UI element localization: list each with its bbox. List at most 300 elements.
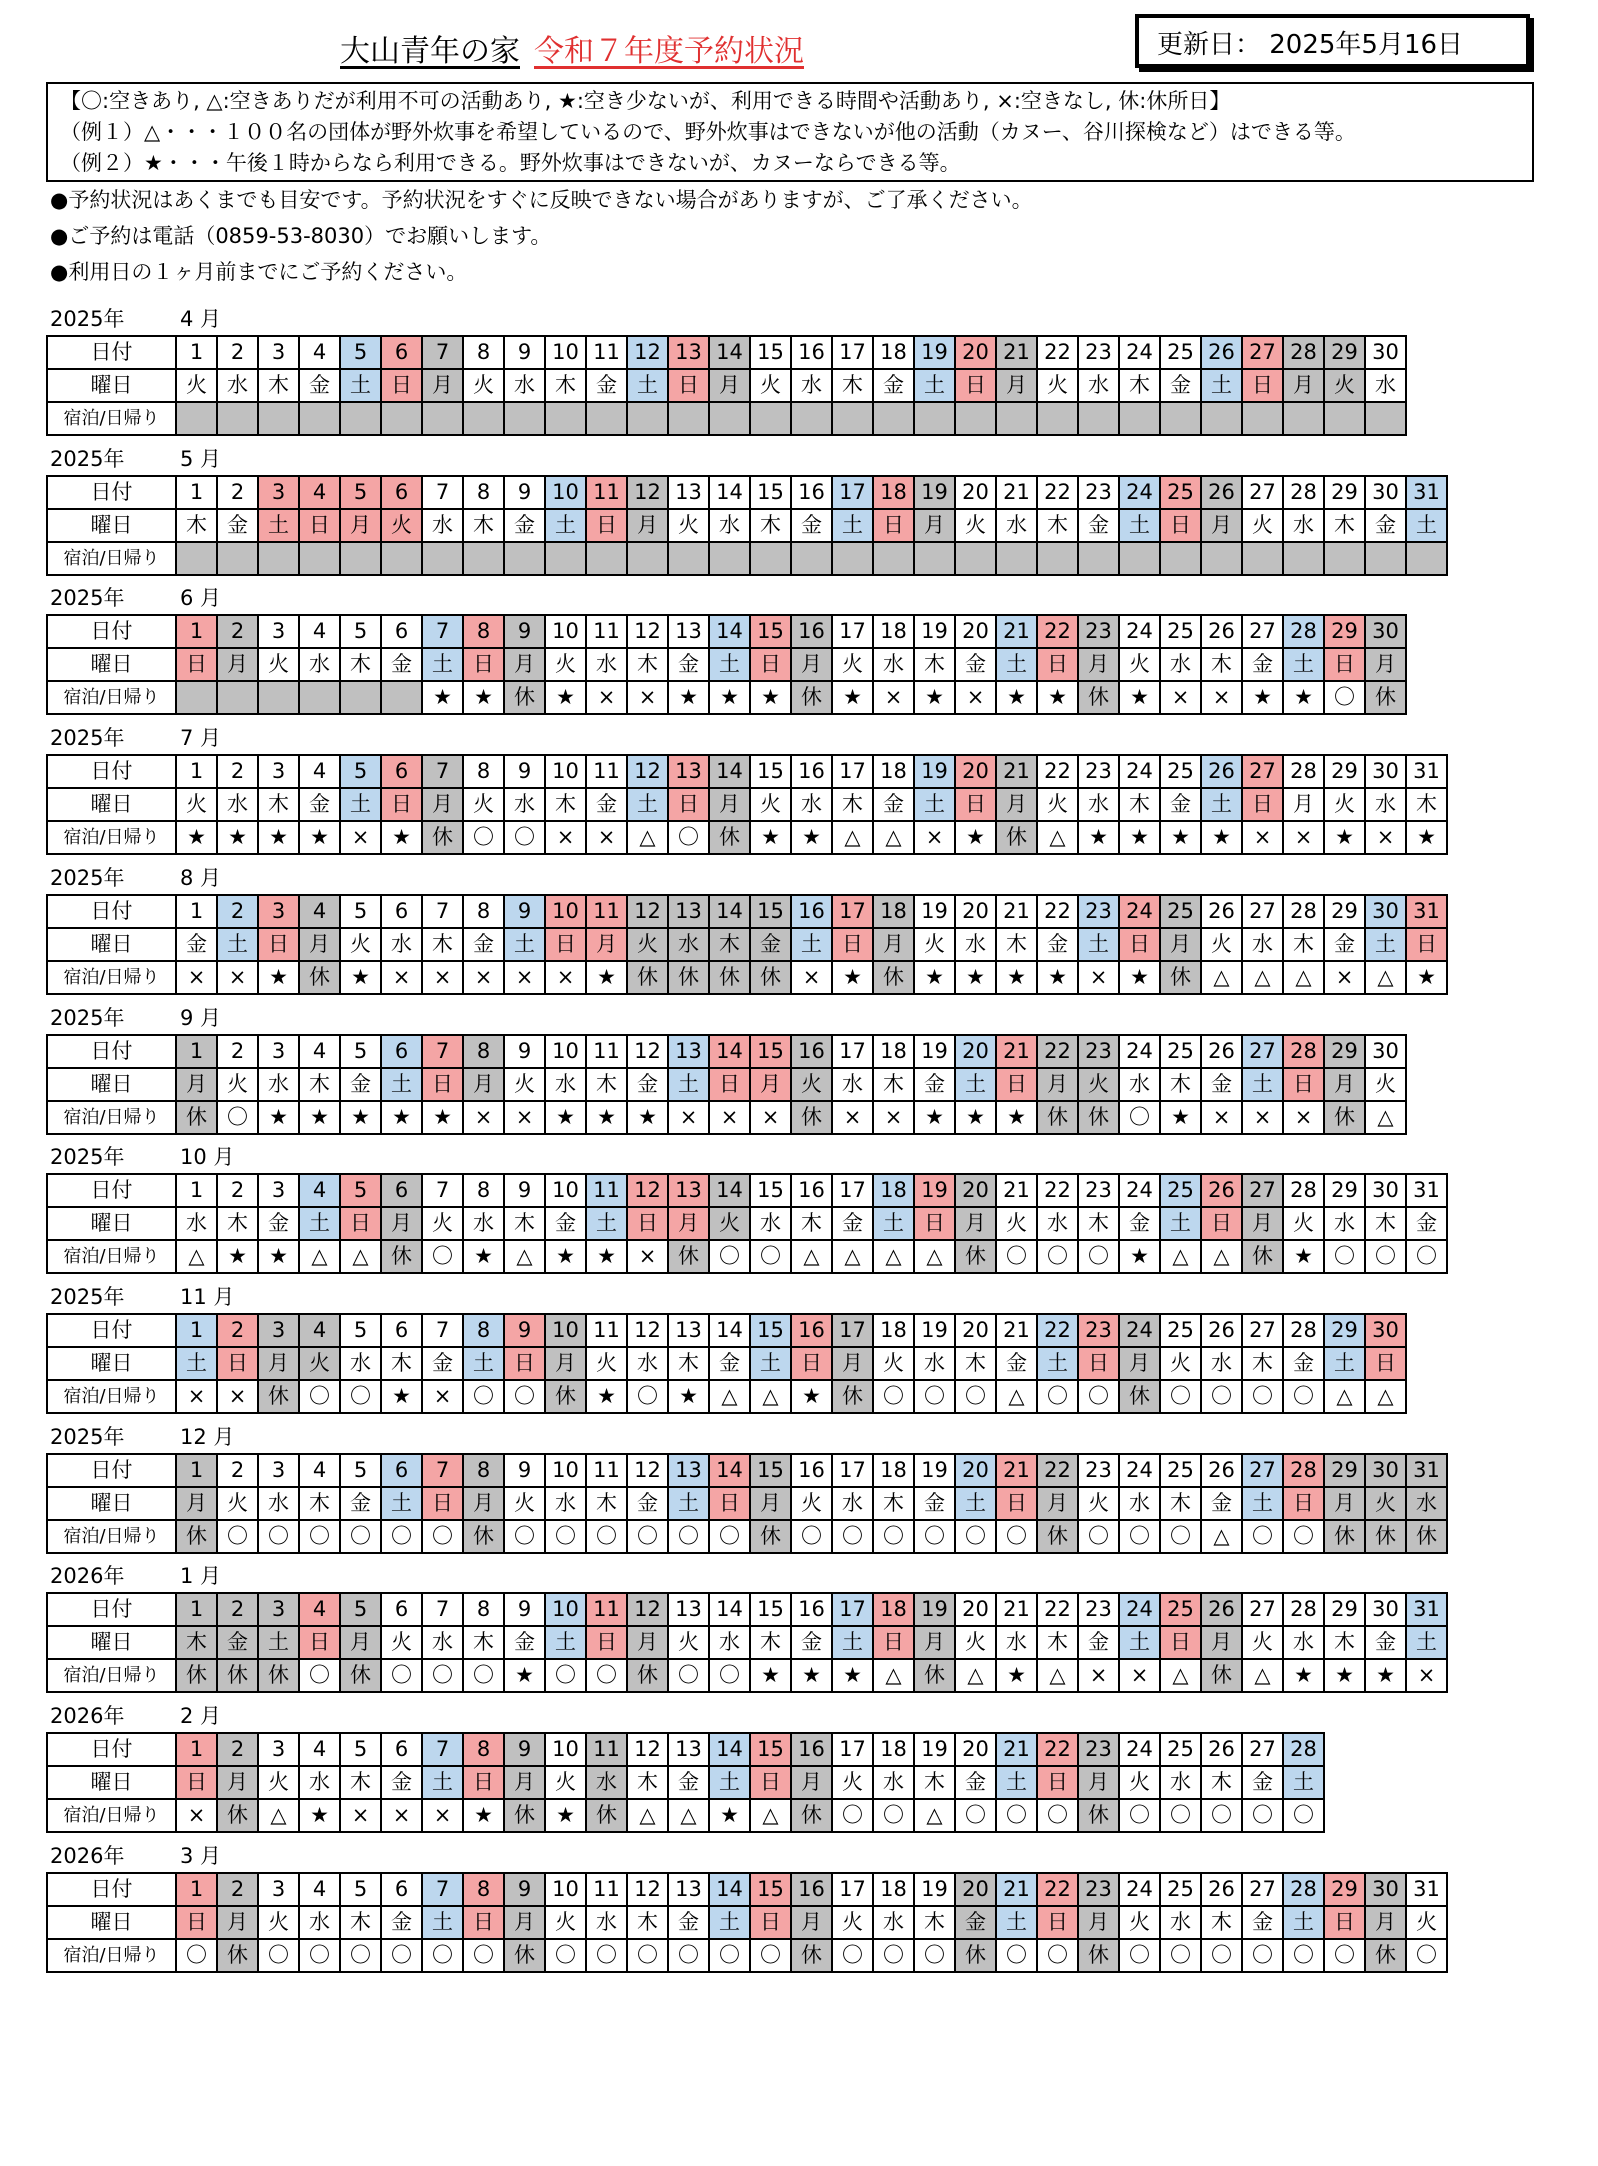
- status-cell: 休: [750, 1520, 791, 1553]
- weekday-cell: 火: [1201, 928, 1242, 961]
- date-cell: 22: [1037, 1873, 1078, 1906]
- weekday-cell: 金: [299, 788, 340, 821]
- date-cell: 28: [1283, 476, 1324, 509]
- status-cell: 休: [996, 821, 1037, 854]
- status-cell: [1119, 402, 1160, 435]
- status-cell: 〇: [586, 1520, 627, 1553]
- date-cell: 5: [340, 1174, 381, 1207]
- weekday-cell: 日: [1324, 648, 1365, 681]
- row-label-weekday: 曜日: [47, 1906, 176, 1939]
- date-cell: 20: [955, 1873, 996, 1906]
- row-label-weekday: 曜日: [47, 1068, 176, 1101]
- status-cell: 〇: [463, 1380, 504, 1413]
- weekday-cell: 木: [709, 928, 750, 961]
- status-cell: [668, 542, 709, 575]
- status-cell: △: [1037, 821, 1078, 854]
- status-cell: ★: [832, 681, 873, 714]
- date-cell: 19: [914, 1174, 955, 1207]
- weekday-cell: 火: [1078, 1487, 1119, 1520]
- date-cell: 4: [299, 615, 340, 648]
- weekday-cell: 金: [1037, 928, 1078, 961]
- month-heading: [50, 1700, 221, 1730]
- weekday-cell: 月: [217, 1906, 258, 1939]
- status-cell: 〇: [545, 1939, 586, 1972]
- date-cell: 29: [1324, 895, 1365, 928]
- status-cell: ★: [1119, 961, 1160, 994]
- date-cell: 31: [1406, 1454, 1447, 1487]
- status-cell: 〇: [1078, 1520, 1119, 1553]
- date-cell: 12: [627, 336, 668, 369]
- status-cell: [422, 542, 463, 575]
- date-cell: 18: [873, 1314, 914, 1347]
- weekday-cell: 水: [1119, 1068, 1160, 1101]
- status-cell: 〇: [709, 1659, 750, 1692]
- date-cell: 20: [955, 1733, 996, 1766]
- date-cell: 23: [1078, 1174, 1119, 1207]
- month-name: 7 月: [180, 726, 222, 751]
- date-cell: 15: [750, 1314, 791, 1347]
- date-cell: 26: [1201, 336, 1242, 369]
- weekday-cell: 木: [1201, 1766, 1242, 1799]
- status-cell: 休: [217, 1659, 258, 1692]
- weekday-cell: 水: [1365, 788, 1406, 821]
- status-cell: 〇: [504, 821, 545, 854]
- date-cell: 21: [996, 476, 1037, 509]
- status-title: 令和７年度予約状況: [534, 34, 804, 69]
- weekday-cell: 月: [1283, 788, 1324, 821]
- weekday-cell: 火: [832, 1906, 873, 1939]
- weekday-cell: 土: [586, 1207, 627, 1240]
- status-cell: ×: [668, 1101, 709, 1134]
- status-cell: [176, 681, 217, 714]
- date-cell: 10: [545, 1314, 586, 1347]
- date-cell: 3: [258, 1873, 299, 1906]
- date-cell: 22: [1037, 1733, 1078, 1766]
- date-cell: 7: [422, 1593, 463, 1626]
- status-cell: ★: [750, 1659, 791, 1692]
- weekday-cell: 月: [1201, 1626, 1242, 1659]
- weekday-cell: 木: [545, 788, 586, 821]
- date-cell: 27: [1242, 1733, 1283, 1766]
- date-cell: 7: [422, 1174, 463, 1207]
- weekday-cell: 木: [873, 1068, 914, 1101]
- weekday-cell: 火: [1078, 1068, 1119, 1101]
- status-cell: [709, 542, 750, 575]
- status-cell: ×: [586, 821, 627, 854]
- date-cell: 30: [1365, 755, 1406, 788]
- status-cell: 休: [1078, 1799, 1119, 1832]
- date-cell: 19: [914, 615, 955, 648]
- date-cell: 24: [1119, 336, 1160, 369]
- date-cell: 13: [668, 615, 709, 648]
- status-cell: [1242, 402, 1283, 435]
- weekday-cell: 日: [176, 1906, 217, 1939]
- weekday-cell: 火: [381, 1626, 422, 1659]
- status-cell: ★: [1242, 681, 1283, 714]
- date-cell: 4: [299, 1035, 340, 1068]
- status-cell: 〇: [709, 1520, 750, 1553]
- weekday-cell: 金: [381, 1766, 422, 1799]
- date-cell: 26: [1201, 1454, 1242, 1487]
- date-cell: 25: [1160, 755, 1201, 788]
- date-cell: 21: [996, 615, 1037, 648]
- date-cell: 18: [873, 1174, 914, 1207]
- date-cell: 30: [1365, 895, 1406, 928]
- month-year: 2026年: [50, 1564, 125, 1589]
- date-cell: 17: [832, 615, 873, 648]
- date-cell: 14: [709, 755, 750, 788]
- date-cell: 26: [1201, 1314, 1242, 1347]
- weekday-cell: 火: [1119, 1766, 1160, 1799]
- weekday-cell: 金: [914, 1487, 955, 1520]
- status-cell: ★: [1406, 821, 1447, 854]
- weekday-cell: 金: [668, 1906, 709, 1939]
- weekday-cell: 金: [504, 509, 545, 542]
- weekday-cell: 木: [955, 1347, 996, 1380]
- date-cell: 22: [1037, 1035, 1078, 1068]
- status-cell: 休: [176, 1101, 217, 1134]
- weekday-cell: 日: [750, 1766, 791, 1799]
- weekday-cell: 木: [1078, 1207, 1119, 1240]
- status-cell: [545, 542, 586, 575]
- status-cell: [873, 402, 914, 435]
- status-cell: ×: [1160, 681, 1201, 714]
- weekday-cell: 木: [422, 928, 463, 961]
- status-cell: [299, 681, 340, 714]
- status-cell: ★: [299, 1799, 340, 1832]
- date-cell: 23: [1078, 1314, 1119, 1347]
- weekday-cell: 日: [381, 788, 422, 821]
- weekday-cell: 金: [1283, 1347, 1324, 1380]
- date-cell: 2: [217, 1593, 258, 1626]
- date-cell: 1: [176, 615, 217, 648]
- date-cell: 15: [750, 755, 791, 788]
- status-cell: △: [873, 821, 914, 854]
- weekday-cell: 木: [1037, 1626, 1078, 1659]
- row-label-status: 宿泊/日帰り: [47, 1659, 176, 1692]
- date-cell: 6: [381, 1454, 422, 1487]
- status-cell: ★: [1283, 681, 1324, 714]
- month-heading: [50, 722, 221, 752]
- date-cell: 29: [1324, 1593, 1365, 1626]
- weekday-cell: 火: [545, 648, 586, 681]
- date-cell: 7: [422, 476, 463, 509]
- date-cell: 10: [545, 755, 586, 788]
- weekday-cell: 火: [832, 648, 873, 681]
- status-cell: ×: [217, 961, 258, 994]
- date-cell: 10: [545, 336, 586, 369]
- note-guideline: ●予約状況はあくまでも目安です。予約状況をすぐに反映できない場合がありますが、ご了承ください。: [50, 188, 1033, 212]
- weekday-cell: 水: [1119, 1487, 1160, 1520]
- weekday-cell: 火: [258, 648, 299, 681]
- status-cell: [1324, 402, 1365, 435]
- month-heading: [50, 443, 221, 473]
- status-cell: ★: [504, 1659, 545, 1692]
- date-cell: 3: [258, 615, 299, 648]
- weekday-cell: 金: [504, 1626, 545, 1659]
- status-cell: 〇: [873, 1380, 914, 1413]
- status-cell: 〇: [627, 1520, 668, 1553]
- weekday-cell: 水: [1201, 1347, 1242, 1380]
- date-cell: 15: [750, 615, 791, 648]
- date-cell: 27: [1242, 615, 1283, 648]
- status-cell: 休: [1365, 1520, 1406, 1553]
- weekday-cell: 土: [1242, 1487, 1283, 1520]
- status-cell: [668, 402, 709, 435]
- weekday-cell: 土: [340, 788, 381, 821]
- weekday-cell: 火: [217, 1487, 258, 1520]
- date-cell: 21: [996, 1593, 1037, 1626]
- weekday-cell: 木: [1365, 1207, 1406, 1240]
- status-cell: △: [340, 1240, 381, 1273]
- month-year: 2025年: [50, 1005, 125, 1030]
- date-cell: 30: [1365, 336, 1406, 369]
- status-cell: [463, 402, 504, 435]
- status-cell: [1406, 542, 1447, 575]
- date-cell: 4: [299, 1593, 340, 1626]
- status-cell: [381, 542, 422, 575]
- date-cell: 28: [1283, 895, 1324, 928]
- date-cell: 25: [1160, 1314, 1201, 1347]
- date-cell: 17: [832, 1593, 873, 1626]
- status-cell: ★: [750, 681, 791, 714]
- weekday-cell: 土: [709, 648, 750, 681]
- status-cell: 〇: [914, 1939, 955, 1972]
- date-cell: 3: [258, 476, 299, 509]
- status-cell: 〇: [791, 1520, 832, 1553]
- date-cell: 8: [463, 1035, 504, 1068]
- status-cell: [709, 402, 750, 435]
- date-cell: 12: [627, 895, 668, 928]
- date-cell: 4: [299, 755, 340, 788]
- date-cell: 14: [709, 1314, 750, 1347]
- status-cell: 〇: [1242, 1799, 1283, 1832]
- weekday-cell: 水: [586, 648, 627, 681]
- status-cell: 休: [1365, 1939, 1406, 1972]
- weekday-cell: 日: [873, 1626, 914, 1659]
- weekday-cell: 月: [422, 369, 463, 402]
- weekday-cell: 水: [1078, 788, 1119, 821]
- date-cell: 2: [217, 1733, 258, 1766]
- status-cell: [627, 402, 668, 435]
- weekday-cell: 日: [832, 928, 873, 961]
- row-label-date: 日付: [47, 336, 176, 369]
- date-cell: 17: [832, 1873, 873, 1906]
- status-cell: ×: [422, 1799, 463, 1832]
- status-cell: [545, 402, 586, 435]
- weekday-cell: 金: [340, 1487, 381, 1520]
- status-cell: 休: [299, 961, 340, 994]
- status-cell: [914, 542, 955, 575]
- date-cell: 11: [586, 1873, 627, 1906]
- status-cell: [1201, 542, 1242, 575]
- status-cell: ×: [463, 1101, 504, 1134]
- weekday-cell: 月: [1119, 1347, 1160, 1380]
- status-cell: ★: [1201, 821, 1242, 854]
- weekday-cell: 水: [832, 1487, 873, 1520]
- weekday-cell: 土: [627, 788, 668, 821]
- status-cell: 〇: [381, 1520, 422, 1553]
- status-cell: ★: [1324, 1659, 1365, 1692]
- date-cell: 7: [422, 1454, 463, 1487]
- weekday-cell: 土: [1324, 1347, 1365, 1380]
- weekday-cell: 日: [1283, 1068, 1324, 1101]
- status-cell: [1037, 542, 1078, 575]
- status-cell: 休: [914, 1659, 955, 1692]
- status-cell: ★: [258, 1240, 299, 1273]
- status-cell: 〇: [996, 1799, 1037, 1832]
- status-cell: 〇: [750, 1939, 791, 1972]
- weekday-cell: 土: [1406, 1626, 1447, 1659]
- legend-example-2: （例２）★・・・午後１時からなら利用できる。野外炊事はできないが、カヌーならできる等。: [60, 151, 961, 175]
- weekday-cell: 日: [1406, 928, 1447, 961]
- weekday-cell: 水: [586, 1766, 627, 1799]
- row-label-weekday: 曜日: [47, 1347, 176, 1380]
- status-cell: 〇: [668, 1520, 709, 1553]
- date-cell: 12: [627, 1174, 668, 1207]
- date-cell: 11: [586, 1174, 627, 1207]
- weekday-cell: 水: [1160, 1766, 1201, 1799]
- weekday-cell: 火: [1365, 1068, 1406, 1101]
- weekday-cell: 火: [586, 1347, 627, 1380]
- date-cell: 16: [791, 1873, 832, 1906]
- date-cell: 20: [955, 615, 996, 648]
- weekday-cell: 水: [176, 1207, 217, 1240]
- status-cell: ×: [1242, 1101, 1283, 1134]
- date-cell: 1: [176, 1733, 217, 1766]
- row-label-date: 日付: [47, 1035, 176, 1068]
- date-cell: 24: [1119, 476, 1160, 509]
- date-cell: 20: [955, 336, 996, 369]
- date-cell: 6: [381, 476, 422, 509]
- status-cell: ★: [750, 821, 791, 854]
- status-cell: ×: [627, 681, 668, 714]
- date-cell: 4: [299, 476, 340, 509]
- status-cell: 休: [422, 821, 463, 854]
- legend-box: [46, 82, 1534, 182]
- date-cell: 9: [504, 1733, 545, 1766]
- weekday-cell: 金: [791, 1626, 832, 1659]
- date-cell: 9: [504, 336, 545, 369]
- date-cell: 2: [217, 1454, 258, 1487]
- month-heading: [50, 1840, 221, 1870]
- status-cell: 〇: [217, 1101, 258, 1134]
- weekday-cell: 水: [873, 648, 914, 681]
- date-cell: 17: [832, 336, 873, 369]
- date-cell: 26: [1201, 1593, 1242, 1626]
- weekday-cell: 火: [545, 1906, 586, 1939]
- date-cell: 5: [340, 1873, 381, 1906]
- status-cell: [914, 402, 955, 435]
- status-cell: 休: [668, 1240, 709, 1273]
- weekday-cell: 日: [709, 1487, 750, 1520]
- weekday-cell: 火: [340, 928, 381, 961]
- weekday-cell: 日: [791, 1347, 832, 1380]
- status-cell: ★: [586, 961, 627, 994]
- status-cell: 〇: [176, 1939, 217, 1972]
- date-cell: 12: [627, 1035, 668, 1068]
- weekday-cell: 土: [463, 1347, 504, 1380]
- weekday-cell: 土: [791, 928, 832, 961]
- date-cell: 9: [504, 1174, 545, 1207]
- month-name: 8 月: [180, 865, 222, 890]
- status-cell: 休: [791, 1101, 832, 1134]
- date-cell: 6: [381, 336, 422, 369]
- weekday-cell: 土: [217, 928, 258, 961]
- date-cell: 4: [299, 336, 340, 369]
- status-cell: 〇: [463, 1939, 504, 1972]
- date-cell: 10: [545, 1593, 586, 1626]
- weekday-cell: 木: [381, 1347, 422, 1380]
- date-cell: 13: [668, 1454, 709, 1487]
- row-label-date: 日付: [47, 1733, 176, 1766]
- date-cell: 2: [217, 1035, 258, 1068]
- weekday-cell: 木: [299, 1487, 340, 1520]
- date-cell: 16: [791, 476, 832, 509]
- weekday-cell: 金: [1365, 509, 1406, 542]
- status-cell: ★: [463, 1799, 504, 1832]
- status-cell: 〇: [709, 1939, 750, 1972]
- row-label-weekday: 曜日: [47, 648, 176, 681]
- weekday-cell: 金: [1078, 1626, 1119, 1659]
- weekday-cell: 金: [1242, 648, 1283, 681]
- weekday-cell: 火: [1037, 369, 1078, 402]
- row-label-status: 宿泊/日帰り: [47, 821, 176, 854]
- weekday-cell: 日: [1037, 648, 1078, 681]
- date-cell: 8: [463, 1174, 504, 1207]
- date-cell: 14: [709, 1174, 750, 1207]
- status-cell: [586, 542, 627, 575]
- month-year: 2025年: [50, 726, 125, 751]
- status-cell: ★: [586, 1380, 627, 1413]
- weekday-cell: 日: [1078, 1347, 1119, 1380]
- status-cell: ★: [914, 1101, 955, 1134]
- status-cell: 〇: [709, 1240, 750, 1273]
- date-cell: 7: [422, 1035, 463, 1068]
- weekday-cell: 月: [1078, 648, 1119, 681]
- status-cell: 〇: [996, 1240, 1037, 1273]
- status-cell: 〇: [668, 1659, 709, 1692]
- date-cell: 23: [1078, 476, 1119, 509]
- row-label-status: 宿泊/日帰り: [47, 961, 176, 994]
- date-cell: 26: [1201, 1733, 1242, 1766]
- date-cell: 7: [422, 336, 463, 369]
- status-cell: △: [627, 1799, 668, 1832]
- date-cell: 31: [1406, 1174, 1447, 1207]
- weekday-cell: 日: [1160, 509, 1201, 542]
- weekday-cell: 金: [586, 788, 627, 821]
- status-cell: 休: [340, 1659, 381, 1692]
- date-cell: 25: [1160, 1454, 1201, 1487]
- month-year: 2025年: [50, 586, 125, 611]
- row-label-status: 宿泊/日帰り: [47, 1939, 176, 1972]
- status-cell: ★: [832, 961, 873, 994]
- date-cell: 12: [627, 1733, 668, 1766]
- month-heading: [50, 1281, 234, 1311]
- status-cell: 〇: [381, 1659, 422, 1692]
- status-cell: [299, 402, 340, 435]
- date-cell: 30: [1365, 1593, 1406, 1626]
- date-cell: 20: [955, 1454, 996, 1487]
- weekday-cell: 火: [381, 509, 422, 542]
- date-cell: 23: [1078, 895, 1119, 928]
- status-cell: ★: [996, 1659, 1037, 1692]
- weekday-cell: 日: [955, 788, 996, 821]
- date-cell: 22: [1037, 1454, 1078, 1487]
- status-cell: ×: [381, 961, 422, 994]
- status-cell: 〇: [1201, 1380, 1242, 1413]
- date-cell: 8: [463, 1873, 504, 1906]
